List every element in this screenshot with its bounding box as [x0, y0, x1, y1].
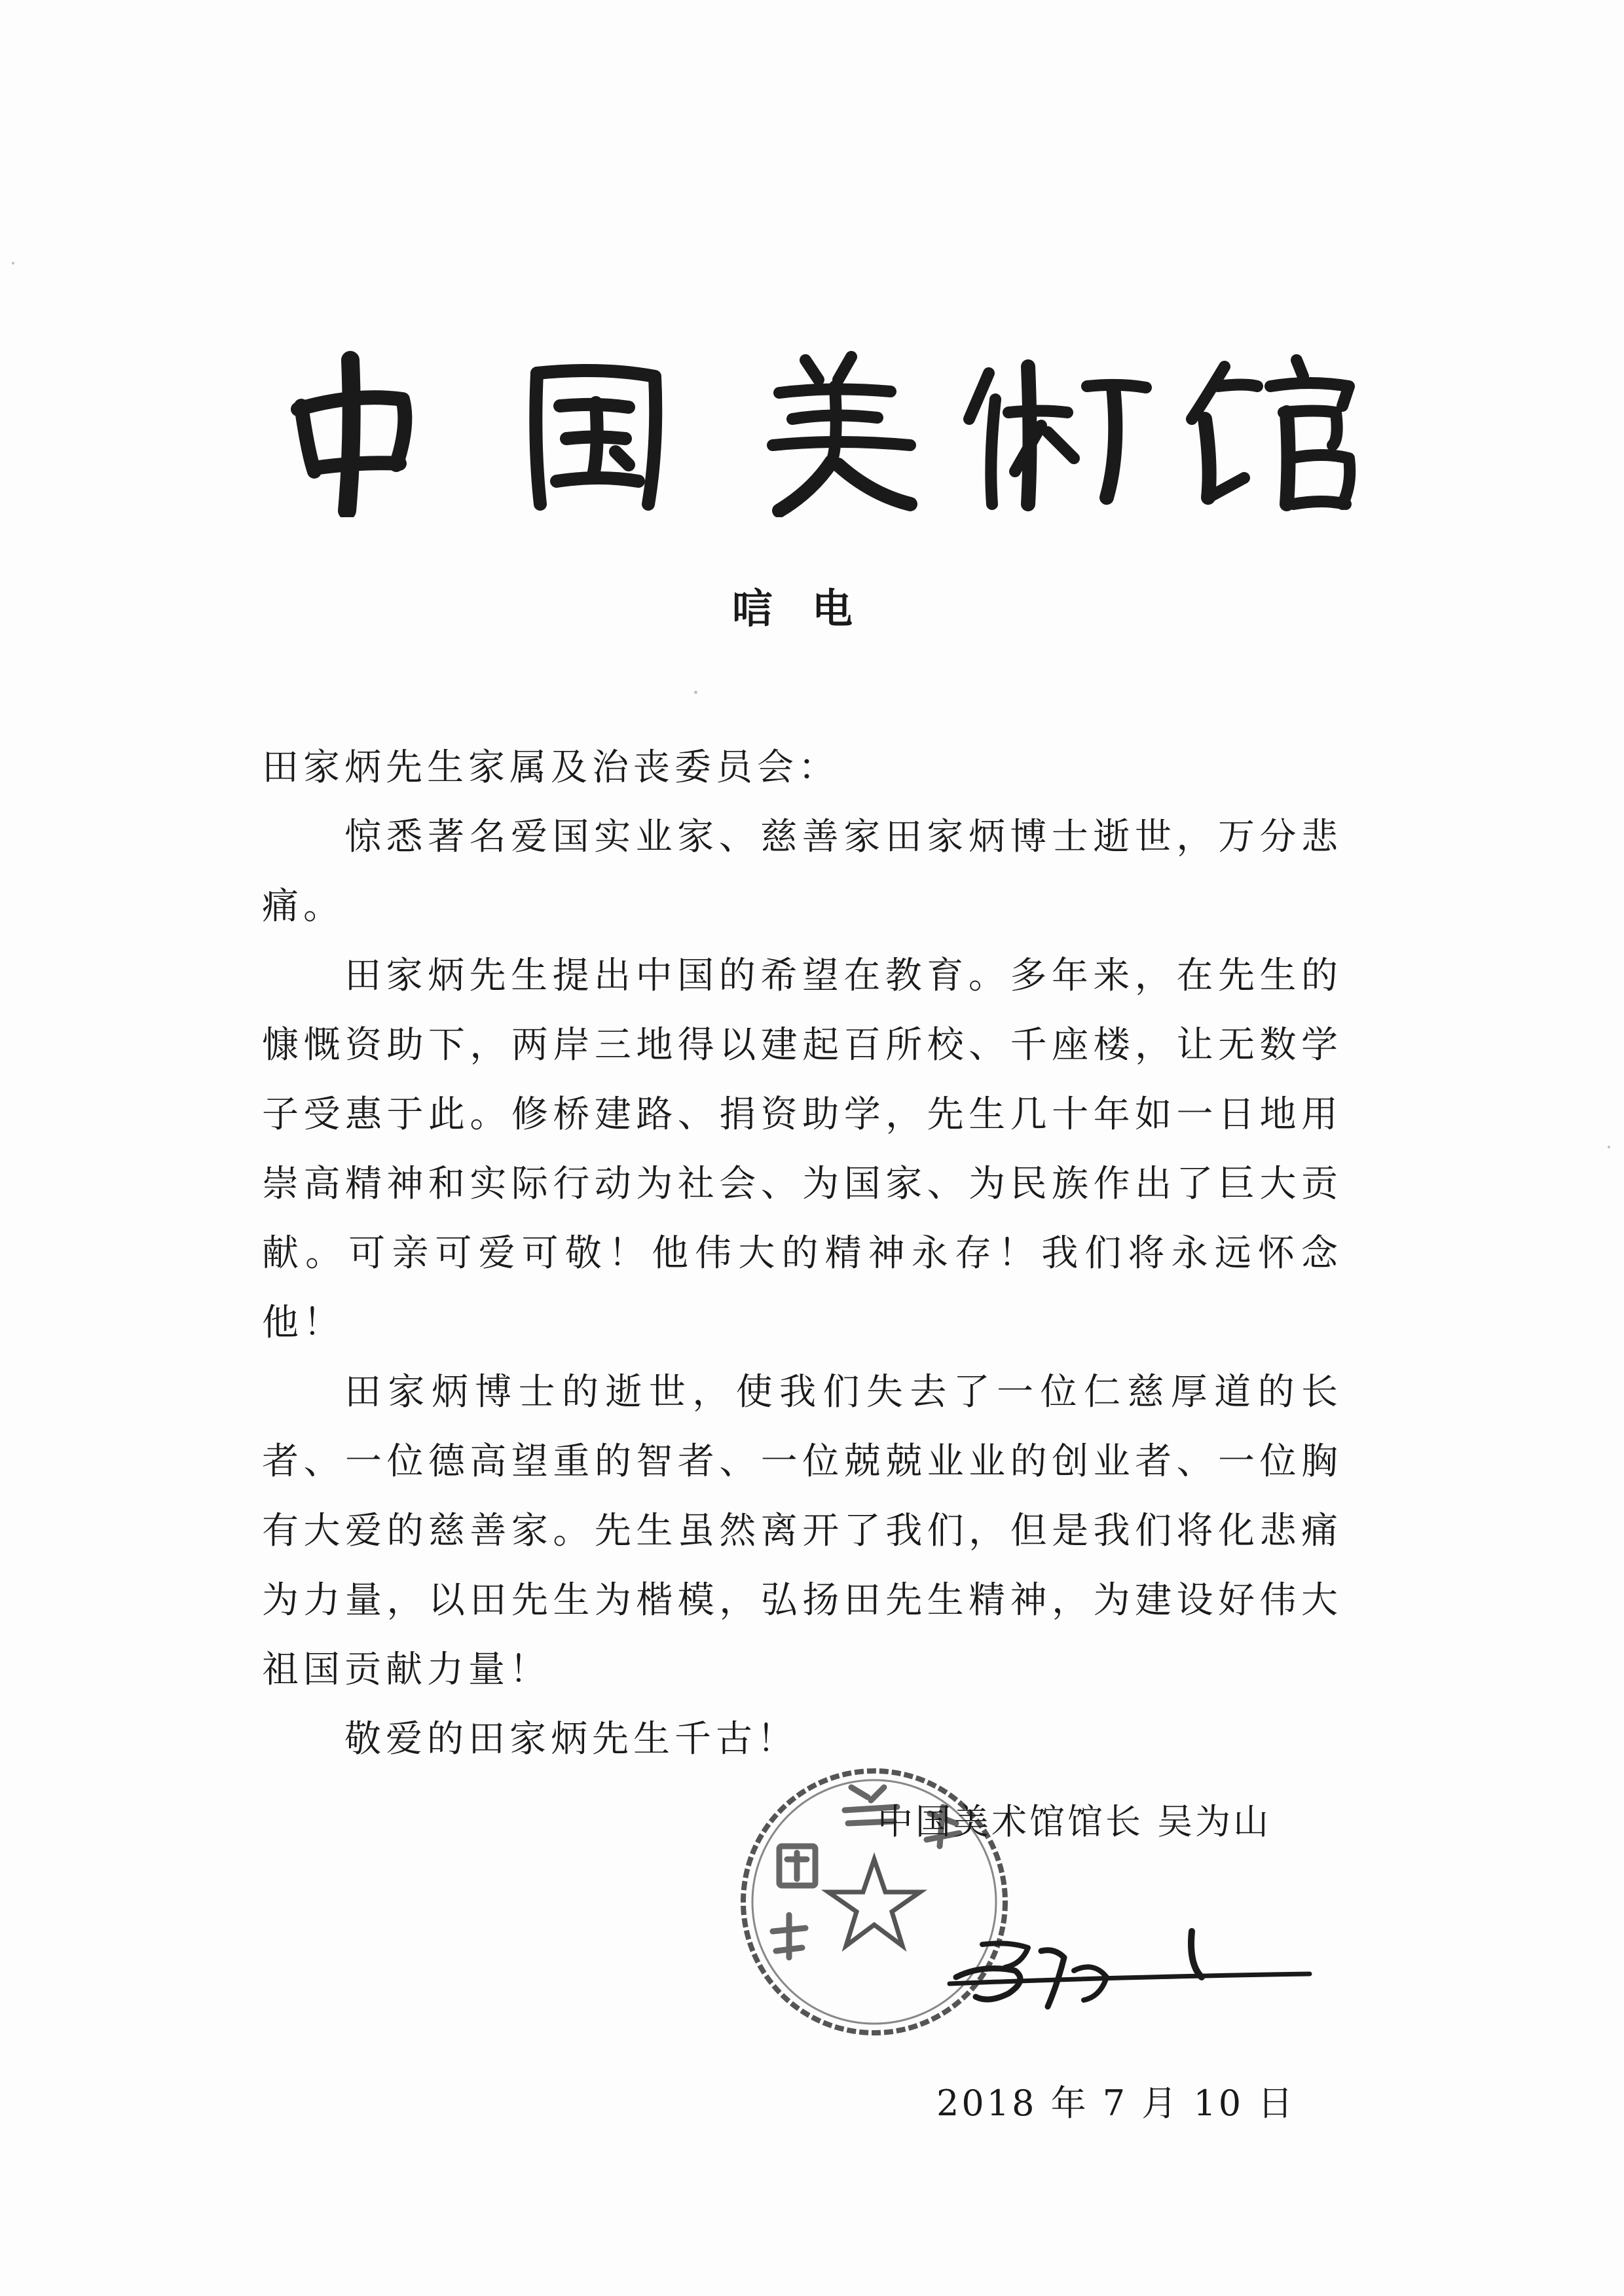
scan-speck: [1608, 1146, 1610, 1148]
letterhead-char-mei: [773, 357, 910, 511]
letterhead-char-guan: [1192, 360, 1350, 504]
paragraph-2: 田家炳先生提出中国的希望在教育。多年来，在先生的慷慨资助下，两岸三地得以建起百所校、千座楼，让无数学子受惠于此。修桥建路、捐资助学，先生几十年如一日地用崇高精神和实际行动为社会、为国家、为民族作出了巨大贡献。可亲可爱可敬！他伟大的精神永存！我们将永远怀念他！: [262, 955, 1342, 1344]
handwritten-signature: [943, 1918, 1323, 2023]
signatory-title: 中国美术馆馆长 吴为山: [877, 1801, 1272, 1842]
seal-star-icon: [828, 1859, 920, 1946]
letterhead-char-shu: [969, 367, 1146, 504]
paragraph-3: 田家炳博士的逝世，使我们失去了一位仁慈厚道的长者、一位德高望重的智者、一位兢兢业业的创业者、一位胸有大爱的慈善家。先生虽然离开了我们，但是我们将化悲痛为力量，以田先生为楷模，弘扬田先生精神，为建设好伟大祖国贡献力量！: [262, 1371, 1342, 1691]
paragraph-4: 敬爱的田家炳先生千古！: [344, 1718, 798, 1760]
salutation: 田家炳先生家属及治丧委员会：: [262, 746, 840, 789]
scan-speck: [12, 262, 14, 264]
paragraph-1: 惊悉著名爱国实业家、慈善家田家炳博士逝世，万分悲痛。: [262, 816, 1342, 928]
document-title: 唁电: [731, 585, 892, 632]
scan-speck: [694, 691, 697, 694]
letterhead-char-guo: [536, 371, 655, 504]
signature-date: 2018 年 7 月 10 日: [936, 2083, 1296, 2124]
letter-body: [262, 733, 1342, 1774]
letterhead-char-zhong: [298, 360, 405, 511]
letterhead-logo: [262, 347, 1375, 517]
